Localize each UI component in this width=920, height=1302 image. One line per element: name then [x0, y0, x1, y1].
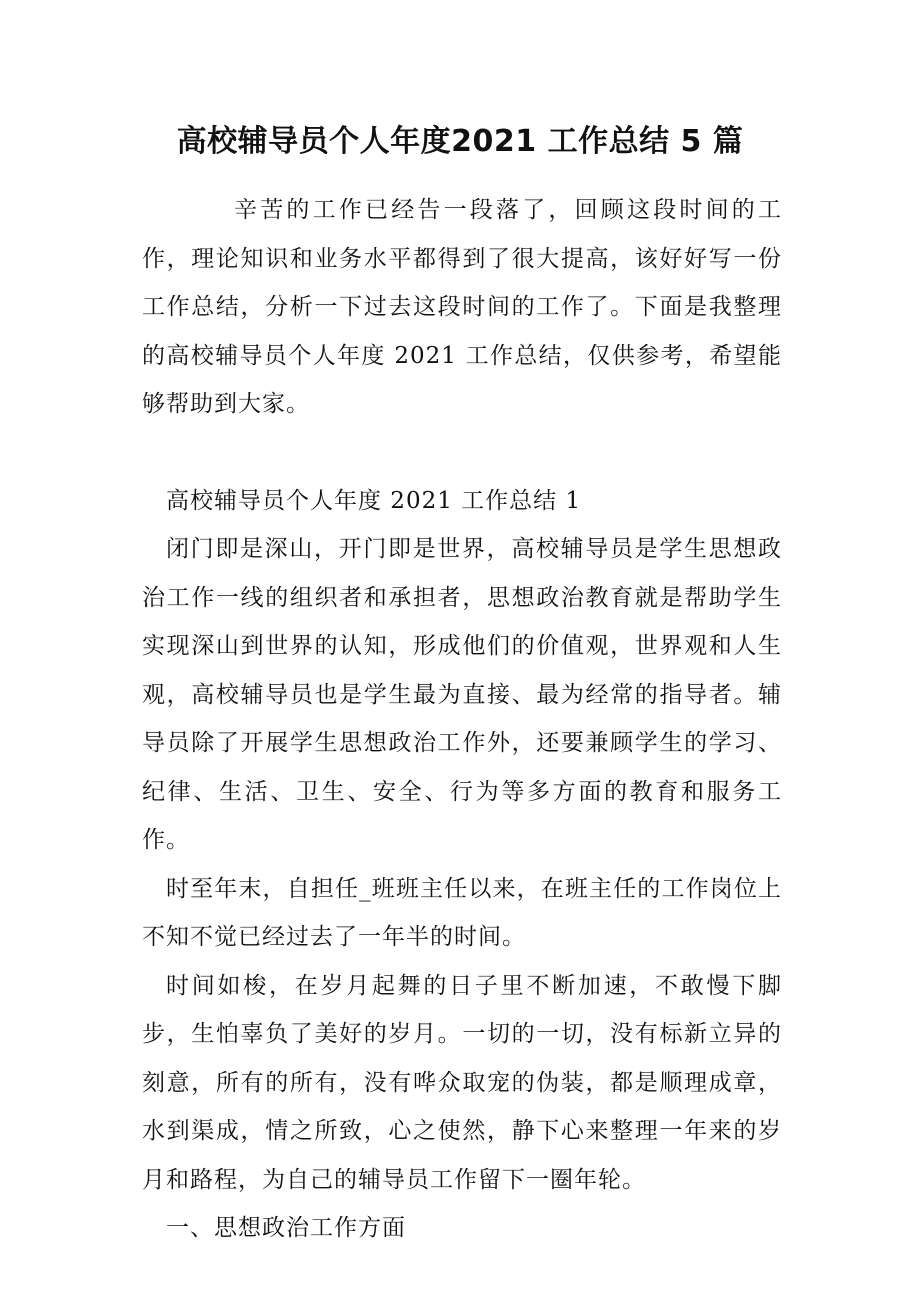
body-paragraph: 时至年末，自担任_班班主任以来，在班主任的工作岗位上不知不觉已经过去了一年半的时间。 [142, 875, 782, 950]
spacer [142, 429, 782, 477]
subheading: 一、思想政治工作方面 [166, 1215, 406, 1241]
intro-paragraph: 辛苦的工作已经告一段落了，回顾这段时间的工作，理论知识和业务水平都得到了很大提高，该好好写一份工作总结，分析一下过去这段时间的工作了。下面是我整理的高校辅导员个人年度 2021 工作总结，仅供参考，希望能够帮助到大家。 [142, 197, 782, 417]
body-paragraph: 闭门即是深山，开门即是世界，高校辅导员是学生思想政治工作一线的组织者和承担者，思想政治教育就是帮助学生实现深山到世界的认知，形成他们的价值观，世界观和人生观，高校辅导员也是学生最为直接、最为经常的指导者。辅导员除了开展学生思想政治工作外，还要兼顾学生的学习、纪律、生活、卫生、安全、行为等多方面的教育和服务工作。 [142, 536, 782, 853]
section-title: 高校辅导员个人年度 2021 工作总结 1 [166, 487, 582, 514]
document-body [142, 186, 782, 1253]
body-paragraph: 时间如梭，在岁月起舞的日子里不断加速，不敢慢下脚步，生怕辜负了美好的岁月。一切的一切，没有标新立异的刻意，所有的所有，没有哗众取宠的伪装，都是顺理成章，水到渠成，情之所致，心之使然，静下心来整理一年来的岁月和路程，为自己的辅导员工作留下一圈年轮。 [142, 972, 782, 1193]
document-title: 高校辅导员个人年度2021 工作总结 5 篇 [176, 124, 744, 159]
